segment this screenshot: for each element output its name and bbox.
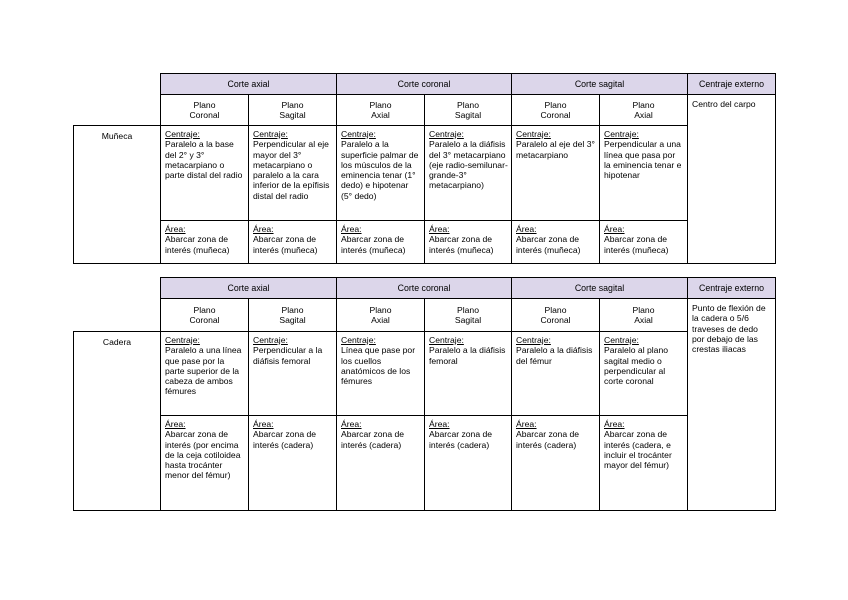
centraje-cell: Centraje: Paralelo a la superficie palmar de los músculos de la eminencia tenar (1° dedo) e hipotenar (5° dedo) [337,126,425,221]
plane-header: Plano Axial [337,95,425,126]
corner-blank [74,95,161,126]
header-centraje-externo: Centraje externo [688,74,776,95]
centraje-cell: Centraje: Línea que pase por los cuellos anatómicos de los fémures [337,332,425,416]
plane-header: Plano Axial [600,95,688,126]
plane-header: Plano Sagital [249,95,337,126]
centraje-cell: Centraje: Paralelo a la diáfisis del 3° metacarpiano (eje radio-semilunar-grande-3° metacarpiano) [425,126,512,221]
plane-header: Plano Sagital [249,299,337,332]
external-centering-text: Punto de flexión de la cadera o 5/6 traveses de dedo por debajo de las crestas iliacas [688,299,776,511]
plane-header: Plano Axial [600,299,688,332]
area-cell: Área: Abarcar zona de interés (cadera) [337,416,425,511]
header-corte-axial: Corte axial [161,74,337,95]
area-cell: Área: Abarcar zona de interés (cadera) [425,416,512,511]
centraje-cell: Centraje: Paralelo a la base del 2° y 3° metacarpiano o parte distal del radio [161,126,249,221]
centraje-cell: Centraje: Perpendicular al eje mayor del 3° metacarpiano o paralelo a la cara inferior de la epífisis distal del radio [249,126,337,221]
corner-blank [74,278,161,299]
centraje-cell: Centraje: Paralelo a una línea que pase por la parte superior de la cabeza de ambos fémures [161,332,249,416]
centraje-cell: Centraje: Paralelo al plano sagital medio o perpendicular al corte coronal [600,332,688,416]
plane-header: Plano Coronal [512,299,600,332]
plane-header: Plano Coronal [161,95,249,126]
plane-header: Plano Sagital [425,299,512,332]
area-cell: Área: Abarcar zona de interés (por encima de la ceja cotiloidea hasta trocánter menor del fémur) [161,416,249,511]
area-cell: Área: Abarcar zona de interés (cadera) [249,416,337,511]
area-cell: Área: Abarcar zona de interés (muñeca) [161,221,249,264]
plane-header: Plano Sagital [425,95,512,126]
centraje-cell: Centraje: Paralelo a la diáfisis femoral [425,332,512,416]
area-cell: Área: Abarcar zona de interés (cadera, e incluir el trocánter mayor del fémur) [600,416,688,511]
area-cell: Área: Abarcar zona de interés (muñeca) [249,221,337,264]
plane-header: Plano Coronal [512,95,600,126]
centraje-cell: Centraje: Paralelo a la diáfisis del fémur [512,332,600,416]
header-corte-coronal: Corte coronal [337,74,512,95]
plane-header: Plano Coronal [161,299,249,332]
header-corte-coronal: Corte coronal [337,278,512,299]
area-cell: Área: Abarcar zona de interés (muñeca) [600,221,688,264]
corner-blank [74,299,161,332]
header-corte-sagital: Corte sagital [512,278,688,299]
header-corte-sagital: Corte sagital [512,74,688,95]
centraje-cell: Centraje: Paralelo al eje del 3° metacarpiano [512,126,600,221]
centraje-cell: Centraje: Perpendicular a una línea que pasa por la eminencia tenar e hipotenar [600,126,688,221]
area-cell: Área: Abarcar zona de interés (muñeca) [425,221,512,264]
external-centering-text: Centro del carpo [688,95,776,264]
area-cell: Área: Abarcar zona de interés (muñeca) [337,221,425,264]
region-label: Cadera [74,332,161,511]
hip-table [73,277,776,511]
wrist-table [73,73,776,264]
region-label: Muñeca [74,126,161,264]
header-corte-axial: Corte axial [161,278,337,299]
area-cell: Área: Abarcar zona de interés (cadera) [512,416,600,511]
centraje-cell: Centraje: Perpendicular a la diáfisis femoral [249,332,337,416]
area-cell: Área: Abarcar zona de interés (muñeca) [512,221,600,264]
corner-blank [74,74,161,95]
header-centraje-externo: Centraje externo [688,278,776,299]
plane-header: Plano Axial [337,299,425,332]
